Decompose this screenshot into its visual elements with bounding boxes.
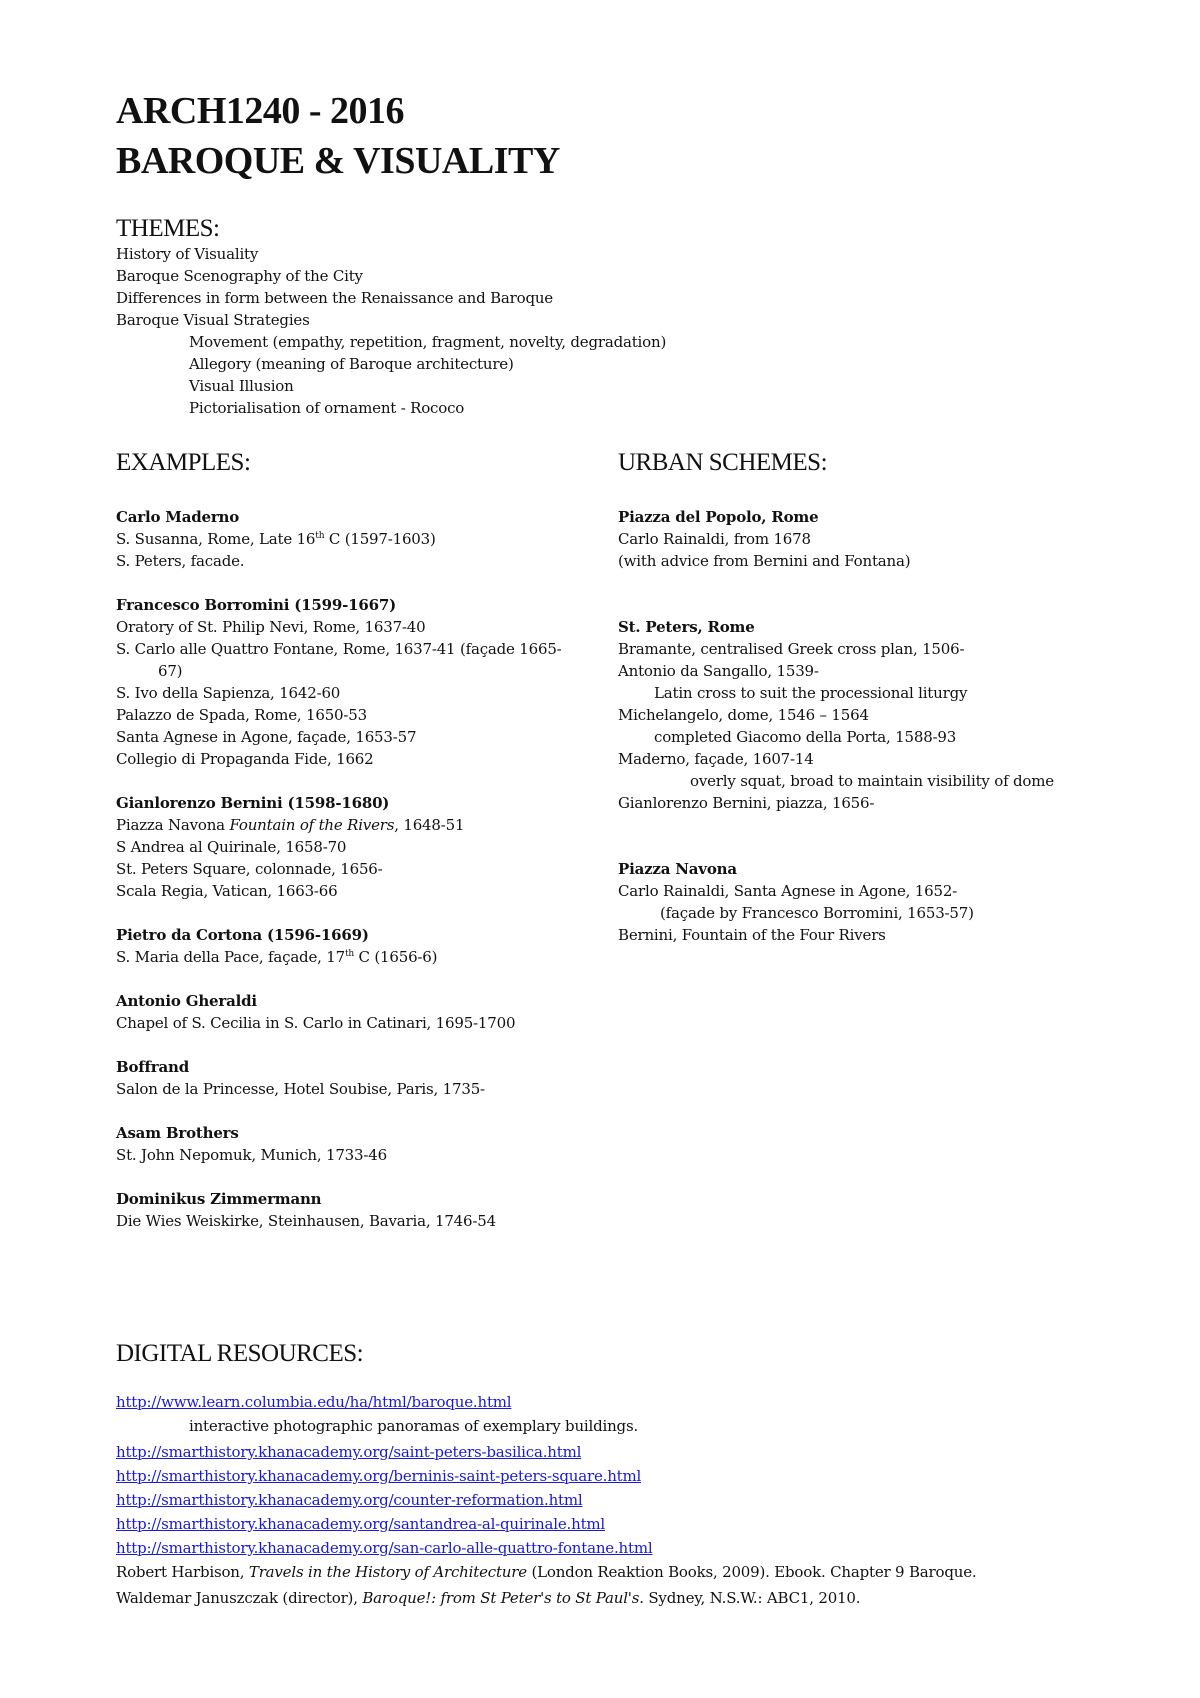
resource-link[interactable]: http://smarthistory.khanacademy.org/saint-peters-basilica.html: [116, 1443, 582, 1461]
resource-link[interactable]: http://smarthistory.khanacademy.org/berninis-saint-peters-square.html: [116, 1467, 642, 1485]
architect-name: Asam Brothers: [116, 1124, 239, 1142]
architect-name: Gianlorenzo Bernini (1598-1680): [116, 794, 390, 812]
example-line: S. Peters, facade.: [116, 552, 245, 570]
theme-sub-item: Movement (empathy, repetition, fragment, novelty, degradation): [189, 333, 667, 351]
document-title: BAROQUE & VISUALITY: [116, 140, 560, 182]
example-line: S. Carlo alle Quattro Fontane, Rome, 1637-41 (façade 1665-: [116, 640, 562, 658]
example-line: St. John Nepomuk, Munich, 1733-46: [116, 1146, 387, 1164]
scheme-line: Carlo Rainaldi, from 1678: [618, 530, 811, 548]
example-line: Chapel of S. Cecilia in S. Carlo in Catinari, 1695-1700: [116, 1014, 516, 1032]
architect-name: Carlo Maderno: [116, 508, 240, 526]
architect-name: Boffrand: [116, 1058, 190, 1076]
theme-item: History of Visuality: [116, 245, 259, 263]
resource-link[interactable]: http://smarthistory.khanacademy.org/counter-reformation.html: [116, 1491, 583, 1509]
scheme-line: Bramante, centralised Greek cross plan, 1506-: [618, 640, 965, 658]
example-line: Piazza Navona Fountain of the Rivers, 1648-51: [116, 816, 465, 834]
resource-link[interactable]: http://smarthistory.khanacademy.org/san-carlo-alle-quattro-fontane.html: [116, 1539, 653, 1557]
document-title-code: ARCH1240 - 2016: [116, 90, 405, 132]
scheme-line: completed Giacomo della Porta, 1588-93: [654, 728, 957, 746]
scheme-line: (with advice from Bernini and Fontana): [618, 552, 911, 570]
digital-resources-heading: DIGITAL RESOURCES:: [116, 1340, 364, 1367]
example-line: 67): [158, 662, 183, 680]
resource-link[interactable]: http://smarthistory.khanacademy.org/santandrea-al-quirinale.html: [116, 1515, 606, 1533]
architect-name: Pietro da Cortona (1596-1669): [116, 926, 369, 944]
example-line: S Andrea al Quirinale, 1658-70: [116, 838, 347, 856]
scheme-line: Maderno, façade, 1607-14: [618, 750, 814, 768]
theme-sub-item: Pictorialisation of ornament - Rococo: [189, 399, 465, 417]
example-line: S. Maria della Pace, façade, 17th C (1656-6): [116, 948, 438, 966]
example-line: Oratory of St. Philip Nevi, Rome, 1637-40: [116, 618, 426, 636]
scheme-line: Gianlorenzo Bernini, piazza, 1656-: [618, 794, 875, 812]
scheme-name: Piazza del Popolo, Rome: [618, 508, 819, 526]
theme-sub-item: Visual Illusion: [189, 377, 294, 395]
architect-name: Antonio Gheraldi: [116, 992, 257, 1010]
scheme-line: Bernini, Fountain of the Four Rivers: [618, 926, 886, 944]
examples-heading: EXAMPLES:: [116, 449, 251, 476]
theme-item: Baroque Visual Strategies: [116, 311, 310, 329]
architect-name: Francesco Borromini (1599-1667): [116, 596, 397, 614]
example-line: Salon de la Princesse, Hotel Soubise, Paris, 1735-: [116, 1080, 485, 1098]
scheme-line: Carlo Rainaldi, Santa Agnese in Agone, 1652-: [618, 882, 958, 900]
themes-heading: THEMES:: [116, 215, 220, 242]
example-line: S. Susanna, Rome, Late 16th C (1597-1603): [116, 530, 436, 548]
example-line: Santa Agnese in Agone, façade, 1653-57: [116, 728, 417, 746]
scheme-line: overly squat, broad to maintain visibility of dome: [690, 772, 1054, 790]
theme-item: Baroque Scenography of the City: [116, 267, 363, 285]
example-line: S. Ivo della Sapienza, 1642-60: [116, 684, 341, 702]
scheme-line: Michelangelo, dome, 1546 – 1564: [618, 706, 869, 724]
scheme-line: (façade by Francesco Borromini, 1653-57): [660, 904, 974, 922]
example-line: Palazzo de Spada, Rome, 1650-53: [116, 706, 367, 724]
reference-line: Robert Harbison, Travels in the History of Architecture (London Reaktion Books, 2009). Ebook. Chapter 9 Baroque.: [116, 1563, 977, 1581]
example-line: Die Wies Weiskirke, Steinhausen, Bavaria, 1746-54: [116, 1212, 496, 1230]
resource-link[interactable]: http://www.learn.columbia.edu/ha/html/baroque.html: [116, 1393, 512, 1411]
resource-note: interactive photographic panoramas of exemplary buildings.: [189, 1417, 639, 1435]
scheme-name: St. Peters, Rome: [618, 618, 755, 636]
theme-item: Differences in form between the Renaissance and Baroque: [116, 289, 553, 307]
example-line: Collegio di Propaganda Fide, 1662: [116, 750, 374, 768]
scheme-name: Piazza Navona: [618, 860, 737, 878]
reference-line: Waldemar Januszczak (director), Baroque!: from St Peter's to St Paul's. Sydney, N.S.W.: ABC1, 2010.: [116, 1589, 861, 1607]
example-line: St. Peters Square, colonnade, 1656-: [116, 860, 383, 878]
architect-name: Dominikus Zimmermann: [116, 1190, 322, 1208]
scheme-line: Latin cross to suit the processional liturgy: [654, 684, 968, 702]
theme-sub-item: Allegory (meaning of Baroque architecture): [189, 355, 514, 373]
example-line: Scala Regia, Vatican, 1663-66: [116, 882, 338, 900]
scheme-line: Antonio da Sangallo, 1539-: [618, 662, 819, 680]
urban-schemes-heading: URBAN SCHEMES:: [618, 449, 828, 476]
